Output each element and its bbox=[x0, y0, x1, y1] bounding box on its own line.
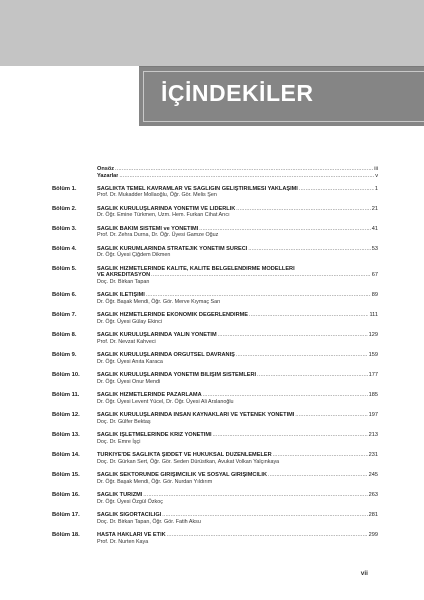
chapter-title: HASTA HAKLARI VE ETİK bbox=[97, 532, 166, 539]
chapter-authors: Prof. Dr. Nevzat Kahveci bbox=[97, 339, 156, 346]
leader-dots bbox=[115, 166, 373, 173]
toc-entry-page: v bbox=[375, 172, 378, 179]
toc-chapter-18[interactable] bbox=[52, 532, 378, 545]
leader-dots bbox=[119, 173, 374, 180]
chapter-authors: Dr. Öğr. Üyesi Anıta Karaca bbox=[97, 359, 163, 366]
leader-dots bbox=[295, 412, 367, 419]
toc-chapter-4[interactable] bbox=[52, 246, 378, 259]
toc-front-matter-onsoz[interactable] bbox=[52, 166, 378, 173]
chapter-title: SAĞLIK HİZMETLERİNDE EKONOMİK DEĞERLENDİRME bbox=[97, 312, 249, 319]
chapter-title: SAĞLIK KURUMLARINDA STRATEJİK YÖNETİM SÜRECİ bbox=[97, 245, 248, 252]
toc-chapter-10[interactable] bbox=[52, 372, 378, 385]
chapter-label: Bölüm 17. bbox=[52, 512, 80, 519]
chapter-title: SAĞLIK SEKTÖRÜNDE GİRİŞİMCİLİK VE SOSYAL GİRİŞİMCİLİK bbox=[97, 472, 268, 479]
chapter-title: SAĞLIK SİGORTACILIĞI bbox=[97, 512, 162, 519]
page-number: vii bbox=[360, 570, 368, 577]
chapter-label: Bölüm 13. bbox=[52, 432, 80, 439]
chapter-authors: Dr. Öğr. Üyesi Gülay Ekinci bbox=[97, 319, 163, 326]
chapter-page: 1 bbox=[374, 185, 378, 192]
leader-dots bbox=[273, 452, 368, 459]
chapter-title: SAĞLIK KURULUŞLARINDA ÖRGÜTSEL DAVRANIŞ bbox=[97, 352, 235, 359]
chapter-title: SAĞLIK HİZMETLERİNDE PAZARLAMA bbox=[97, 392, 202, 399]
header-band bbox=[0, 0, 424, 66]
chapter-page: 41 bbox=[371, 225, 378, 232]
chapter-label: Bölüm 7. bbox=[52, 312, 77, 319]
leader-dots bbox=[167, 532, 368, 539]
chapter-page: 281 bbox=[368, 512, 378, 519]
chapter-page: 213 bbox=[368, 432, 378, 439]
chapter-title: SAĞLIK KURULUŞLARINDA YALIN YÖNETİM bbox=[97, 332, 217, 339]
chapter-page: 21 bbox=[371, 205, 378, 212]
toc-chapter-8[interactable] bbox=[52, 332, 378, 345]
chapter-label: Bölüm 16. bbox=[52, 492, 80, 499]
chapter-authors: Doç. Dr. Birkan Tapan, Öğr. Gör. Fatih Aksu bbox=[97, 519, 201, 526]
chapter-page: 111 bbox=[369, 312, 378, 319]
leader-dots bbox=[236, 352, 368, 359]
chapter-label: Bölüm 9. bbox=[52, 352, 77, 359]
chapter-page: 177 bbox=[368, 372, 378, 379]
toc-chapter-1[interactable] bbox=[52, 186, 378, 199]
chapter-label: Bölüm 12. bbox=[52, 412, 80, 419]
leader-dots bbox=[249, 312, 368, 319]
toc-chapter-17[interactable] bbox=[52, 512, 378, 525]
chapter-page: 159 bbox=[368, 352, 378, 359]
toc-entry-title: Önsöz bbox=[97, 166, 115, 172]
chapter-title: SAĞLIKTA TEMEL KAVRAMLAR VE SAĞLIĞIN GELİŞTİRİLMESİ YAKLAŞIMI bbox=[97, 185, 298, 192]
toc-chapter-7[interactable] bbox=[52, 312, 378, 325]
leader-dots bbox=[218, 332, 368, 339]
toc-chapter-2[interactable] bbox=[52, 206, 378, 219]
chapter-title: SAĞLIK BAKIM SİSTEMİ ve YÖNETİMİ bbox=[97, 225, 199, 232]
toc-chapter-13[interactable] bbox=[52, 432, 378, 445]
chapter-authors: Dr. Öğr. Üyesi Levent Yücel, Dr. Öğr. Üyesi Ali Arslanoğlu bbox=[97, 399, 234, 406]
toc-entry-page: iii bbox=[374, 166, 378, 172]
chapter-page: 231 bbox=[368, 452, 378, 459]
chapter-authors: Prof. Dr. Mukadder Mollaoğlu, Öğr. Gör. Melis Şen bbox=[97, 192, 217, 199]
leader-dots bbox=[143, 492, 367, 499]
chapter-authors: Dr. Öğr. Başak Mendi, Öğr. Gör. Nurdan Yıldırım bbox=[97, 479, 213, 486]
leader-dots bbox=[199, 226, 371, 233]
chapter-label: Bölüm 11. bbox=[52, 392, 80, 399]
toc-entry-title: Yazarlar bbox=[97, 172, 119, 179]
chapter-list bbox=[52, 186, 378, 546]
toc-chapter-16[interactable] bbox=[52, 492, 378, 505]
leader-dots bbox=[268, 472, 368, 479]
chapter-page: 53 bbox=[371, 245, 378, 252]
chapter-label: Bölüm 3. bbox=[52, 225, 77, 232]
chapter-authors: Doç. Dr. Gürkan Sert, Öğr. Gör. Seden Dürüstkan, Avukat Volkan Yalçınkaya bbox=[97, 459, 280, 466]
chapter-label: Bölüm 10. bbox=[52, 372, 80, 379]
chapter-title: SAĞLIK İŞLETMELERİNDE KRİZ YÖNETİMİ bbox=[97, 432, 212, 439]
chapter-page: 263 bbox=[368, 492, 378, 499]
chapter-title-continued: VE AKREDİTASYON bbox=[97, 272, 151, 279]
chapter-label: Bölüm 14. bbox=[52, 452, 80, 459]
leader-dots bbox=[299, 186, 374, 193]
chapter-authors: Dr. Öğr. Üyesi Onur Mendi bbox=[97, 379, 161, 386]
chapter-label: Bölüm 2. bbox=[52, 205, 77, 212]
leader-dots bbox=[248, 246, 370, 253]
leader-dots bbox=[236, 206, 370, 213]
chapter-authors: Dr. Öğr. Üyesi Çiğdem Dikmen bbox=[97, 252, 171, 259]
chapter-label: Bölüm 18. bbox=[52, 532, 80, 539]
chapter-label: Bölüm 15. bbox=[52, 472, 80, 479]
chapter-authors: Dr. Öğr. Başak Mendi, Öğr. Gör. Merve Kıymaç Sarı bbox=[97, 299, 221, 306]
chapter-title: SAĞLIK İLETİŞİMİ bbox=[97, 292, 145, 299]
leader-dots bbox=[257, 372, 368, 379]
chapter-page: 129 bbox=[368, 332, 378, 339]
toc-chapter-14[interactable] bbox=[52, 452, 378, 465]
chapter-title: SAĞLIK KURULUŞLARINDA YÖNETİM VE LİDERLİK bbox=[97, 205, 236, 212]
title-box bbox=[139, 66, 424, 126]
chapter-label: Bölüm 1. bbox=[52, 185, 77, 192]
chapter-label: Bölüm 5. bbox=[52, 265, 77, 272]
toc-front-matter-yazarlar[interactable] bbox=[52, 173, 378, 180]
chapter-authors: Dr. Öğr. Üyesi Özgül Özkoç bbox=[97, 499, 163, 506]
page-title: İÇİNDEKİLER bbox=[161, 80, 314, 106]
chapter-page: 67 bbox=[371, 272, 378, 279]
toc-chapter-15[interactable] bbox=[52, 472, 378, 485]
chapter-title: SAĞLIK HİZMETLERİNDE KALİTE, KALİTE BELGELENDİRME MODELLERİ bbox=[97, 265, 295, 272]
toc-chapter-3[interactable] bbox=[52, 226, 378, 239]
chapter-authors: Dr. Öğr. Emine Türkmen, Uzm. Hem. Furkan Cihat Arıcı bbox=[97, 212, 230, 219]
chapter-authors: Doç. Dr. Gülfer Bektaş bbox=[97, 419, 151, 426]
chapter-label: Bölüm 4. bbox=[52, 245, 77, 252]
toc-chapter-5[interactable] bbox=[52, 266, 378, 286]
chapter-label: Bölüm 8. bbox=[52, 332, 77, 339]
chapter-page: 89 bbox=[371, 292, 378, 299]
toc-chapter-11[interactable] bbox=[52, 392, 378, 405]
chapter-title: SAĞLIK TURİZMİ bbox=[97, 492, 143, 499]
chapter-title: SAĞLIK KURULUŞLARINDA İNSAN KAYNAKLARI VE YETENEK YÖNETİMİ bbox=[97, 412, 295, 419]
table-of-contents bbox=[52, 166, 378, 552]
toc-chapter-12[interactable] bbox=[52, 412, 378, 425]
chapter-authors: Prof. Dr. Zehra Durna, Dr. Öğr. Üyesi Gamze Oğuz bbox=[97, 232, 219, 239]
toc-chapter-9[interactable] bbox=[52, 352, 378, 365]
chapter-page: 245 bbox=[368, 472, 378, 479]
chapter-page: 299 bbox=[368, 532, 378, 539]
chapter-title: SAĞLIK KURULUŞLARINDA YÖNETİM BİLİŞİM SİSTEMLERİ bbox=[97, 372, 257, 379]
toc-chapter-6[interactable] bbox=[52, 292, 378, 305]
chapter-label: Bölüm 6. bbox=[52, 292, 77, 299]
chapter-authors: Prof. Dr. Nurten Kaya bbox=[97, 539, 149, 546]
chapter-page: 197 bbox=[368, 412, 378, 419]
chapter-authors: Doç. Dr. Emre İşçi bbox=[97, 439, 141, 446]
leader-dots bbox=[213, 432, 368, 439]
chapter-authors: Doç. Dr. Birkan Tapan bbox=[97, 279, 150, 286]
leader-dots bbox=[151, 272, 371, 279]
chapter-page: 185 bbox=[368, 392, 378, 399]
chapter-title: TÜRKİYE'DE SAĞLIKTA ŞİDDET VE HUKUKSAL DÜZENLEMELER bbox=[97, 452, 272, 459]
